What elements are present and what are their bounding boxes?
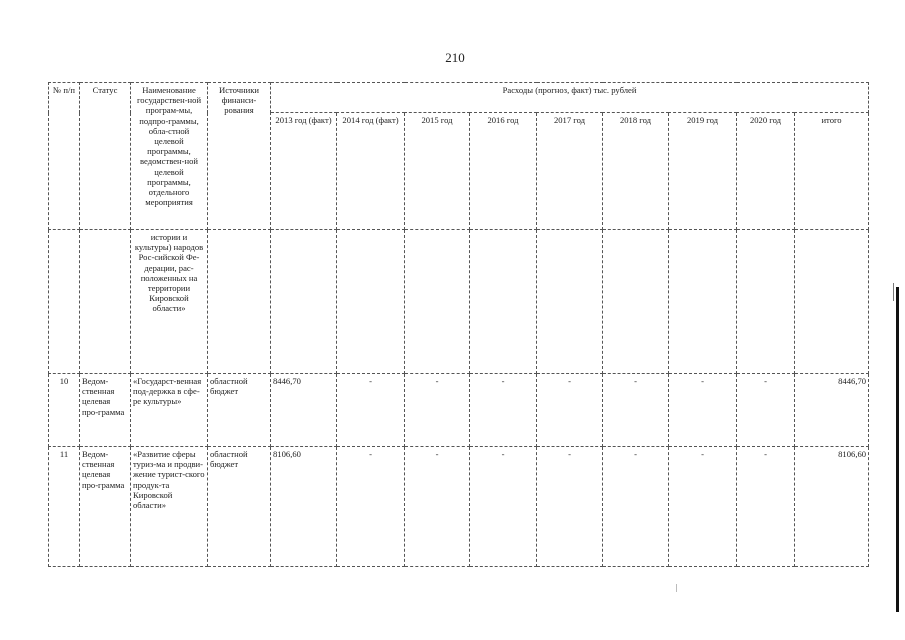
row-value-total: 8446,70 — [795, 374, 869, 447]
header-year-2016: 2016 год — [470, 113, 537, 230]
row-value-2019: - — [669, 447, 737, 567]
cont-v8 — [795, 230, 869, 374]
row-value-2017: - — [537, 447, 603, 567]
cont-source — [208, 230, 271, 374]
page-number: 210 — [445, 50, 465, 65]
row-status: Ведом-ственная целевая про-грамма — [80, 447, 131, 567]
header-year-2015: 2015 год — [405, 113, 470, 230]
row-value-2013: 8446,70 — [271, 374, 337, 447]
cont-status — [80, 230, 131, 374]
row-value-2014: - — [337, 374, 405, 447]
row-value-2018: - — [603, 374, 669, 447]
header-year-2017: 2017 год — [537, 113, 603, 230]
scan-edge-mark — [893, 283, 894, 301]
row-value-2020: - — [737, 447, 795, 567]
header-total: итого — [795, 113, 869, 230]
cont-v3 — [470, 230, 537, 374]
row-num: 10 — [49, 374, 80, 447]
cont-v5 — [603, 230, 669, 374]
header-year-2014: 2014 год (факт) — [337, 113, 405, 230]
row-status: Ведом-ственная целевая про-грамма — [80, 374, 131, 447]
table-row — [49, 447, 869, 567]
row-name: «Развитие сферы туриз-ма и продви-жение турист-ского продук-та Кировской области» — [131, 447, 208, 567]
cont-v7 — [737, 230, 795, 374]
row-value-2016: - — [470, 447, 537, 567]
header-name: Наименование государствен-ной програм-мы, подпро-граммы, обла-стной целевой программы, ведомствен-ной целевой программы, отдельного мероприятия — [131, 83, 208, 230]
row-value-2014: - — [337, 447, 405, 567]
row-source: областной бюджет — [208, 447, 271, 567]
header-num: № п/п — [49, 83, 80, 230]
row-value-total: 8106,60 — [795, 447, 869, 567]
scan-edge-bar — [896, 287, 899, 612]
cont-v6 — [669, 230, 737, 374]
row-value-2015: - — [405, 447, 470, 567]
header-expenses: Расходы (прогноз, факт) тыс. рублей — [271, 83, 869, 113]
row-num: 11 — [49, 447, 80, 567]
row-value-2015: - — [405, 374, 470, 447]
cont-v1 — [337, 230, 405, 374]
cont-v4 — [537, 230, 603, 374]
table-row — [49, 374, 869, 447]
header-status: Статус — [80, 83, 131, 230]
row-value-2013: 8106,60 — [271, 447, 337, 567]
expenses-table — [48, 82, 869, 567]
row-value-2018: - — [603, 447, 669, 567]
cont-v0 — [271, 230, 337, 374]
cont-v2 — [405, 230, 470, 374]
cont-name: истории и культуры) народов Рос-сийской Фе-дерации, рас-положенных на территории Кировской области» — [131, 230, 208, 374]
header-source: Источники финанси-рования — [208, 83, 271, 230]
continuation-row — [49, 230, 869, 374]
header-year-2019: 2019 год — [669, 113, 737, 230]
row-value-2017: - — [537, 374, 603, 447]
header-year-2013: 2013 год (факт) — [271, 113, 337, 230]
row-name: «Государст-венная под-держка в сфе-ре культуры» — [131, 374, 208, 447]
header-year-2020: 2020 год — [737, 113, 795, 230]
row-source: областной бюджет — [208, 374, 271, 447]
row-value-2019: - — [669, 374, 737, 447]
header-row-top — [49, 83, 869, 113]
row-value-2016: - — [470, 374, 537, 447]
cont-num — [49, 230, 80, 374]
scan-dust-mark — [676, 584, 677, 592]
row-value-2020: - — [737, 374, 795, 447]
header-year-2018: 2018 год — [603, 113, 669, 230]
